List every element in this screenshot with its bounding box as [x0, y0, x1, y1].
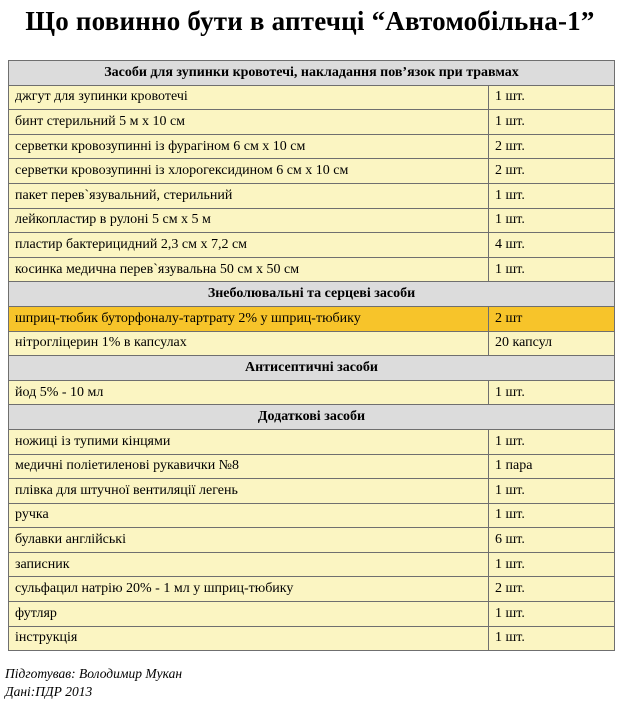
item-quantity: 2 шт. [489, 134, 615, 159]
item-name: джгут для зупинки кровотечі [9, 85, 489, 110]
table-row [9, 602, 615, 627]
item-name: булавки англійські [9, 528, 489, 553]
item-quantity: 20 капсул [489, 331, 615, 356]
item-quantity: 1 шт. [489, 626, 615, 651]
table-row [9, 208, 615, 233]
item-quantity: 6 шт. [489, 528, 615, 553]
section-header-row [9, 405, 615, 430]
item-name: лейкопластир в рулоні 5 см х 5 м [9, 208, 489, 233]
section-heading: Засоби для зупинки кровотечі, накладання пов’язок при травмах [9, 61, 615, 86]
section-heading: Знеболювальні та серцеві засоби [9, 282, 615, 307]
table-row [9, 552, 615, 577]
item-name: ручка [9, 503, 489, 528]
author-credit: Підготував: Володимир Мукан [5, 666, 183, 681]
table-row [9, 479, 615, 504]
item-name: футляр [9, 602, 489, 627]
section-header-row [9, 356, 615, 381]
table-row [9, 134, 615, 159]
table-row [9, 577, 615, 602]
section-header-row [9, 61, 615, 86]
item-name: записник [9, 552, 489, 577]
table-row [9, 257, 615, 282]
table-row [9, 233, 615, 258]
table-row [9, 503, 615, 528]
item-quantity: 1 шт. [489, 85, 615, 110]
item-quantity: 1 шт. [489, 479, 615, 504]
table-row [9, 380, 615, 405]
item-name: нітрогліцерин 1% в капсулах [9, 331, 489, 356]
item-quantity: 1 шт. [489, 429, 615, 454]
table-row [9, 528, 615, 553]
table-row [9, 454, 615, 479]
item-quantity: 2 шт [489, 306, 615, 331]
table-row [9, 85, 615, 110]
item-name: бинт стерильний 5 м х 10 см [9, 110, 489, 135]
item-name: плівка для штучної вентиляції легень [9, 479, 489, 504]
item-quantity: 4 шт. [489, 233, 615, 258]
item-name: шприц-тюбик буторфоналу-тартрату 2% у шприц-тюбику [9, 306, 489, 331]
item-name: йод 5% - 10 мл [9, 380, 489, 405]
table-row [9, 429, 615, 454]
item-quantity: 1 шт. [489, 503, 615, 528]
source-credit: Дані:ПДР 2013 [5, 684, 93, 699]
item-quantity: 1 шт. [489, 552, 615, 577]
item-name: косинка медична перев`язувальна 50 см х 50 см [9, 257, 489, 282]
item-quantity: 1 шт. [489, 380, 615, 405]
table-row [9, 183, 615, 208]
kit-table-body [9, 61, 615, 651]
item-name: ножиці із тупими кінцями [9, 429, 489, 454]
item-quantity: 2 шт. [489, 577, 615, 602]
section-heading: Антисептичні засоби [9, 356, 615, 381]
item-name: серветки кровозупинні із фурагіном 6 см х 10 см [9, 134, 489, 159]
item-name: серветки кровозупинні із хлорогексидином 6 см х 10 см [9, 159, 489, 184]
item-quantity: 1 шт. [489, 257, 615, 282]
page-title: Що повинно бути в аптечці “Автомобільна-1” [25, 6, 595, 36]
item-name: пакет перев`язувальний, стерильний [9, 183, 489, 208]
item-quantity: 1 пара [489, 454, 615, 479]
item-quantity: 1 шт. [489, 110, 615, 135]
table-row [9, 110, 615, 135]
item-quantity: 2 шт. [489, 159, 615, 184]
item-name: сульфацил натрію 20% - 1 мл у шприц-тюбику [9, 577, 489, 602]
table-row [9, 626, 615, 651]
table-row [9, 159, 615, 184]
first-aid-kit-table [8, 60, 615, 651]
item-quantity: 1 шт. [489, 208, 615, 233]
table-row [9, 306, 615, 331]
item-name: пластир бактерицидний 2,3 см х 7,2 см [9, 233, 489, 258]
table-row [9, 331, 615, 356]
section-heading: Додаткові засоби [9, 405, 615, 430]
section-header-row [9, 282, 615, 307]
item-name: інструкція [9, 626, 489, 651]
item-quantity: 1 шт. [489, 602, 615, 627]
item-quantity: 1 шт. [489, 183, 615, 208]
item-name: медичні поліетиленові рукавички №8 [9, 454, 489, 479]
